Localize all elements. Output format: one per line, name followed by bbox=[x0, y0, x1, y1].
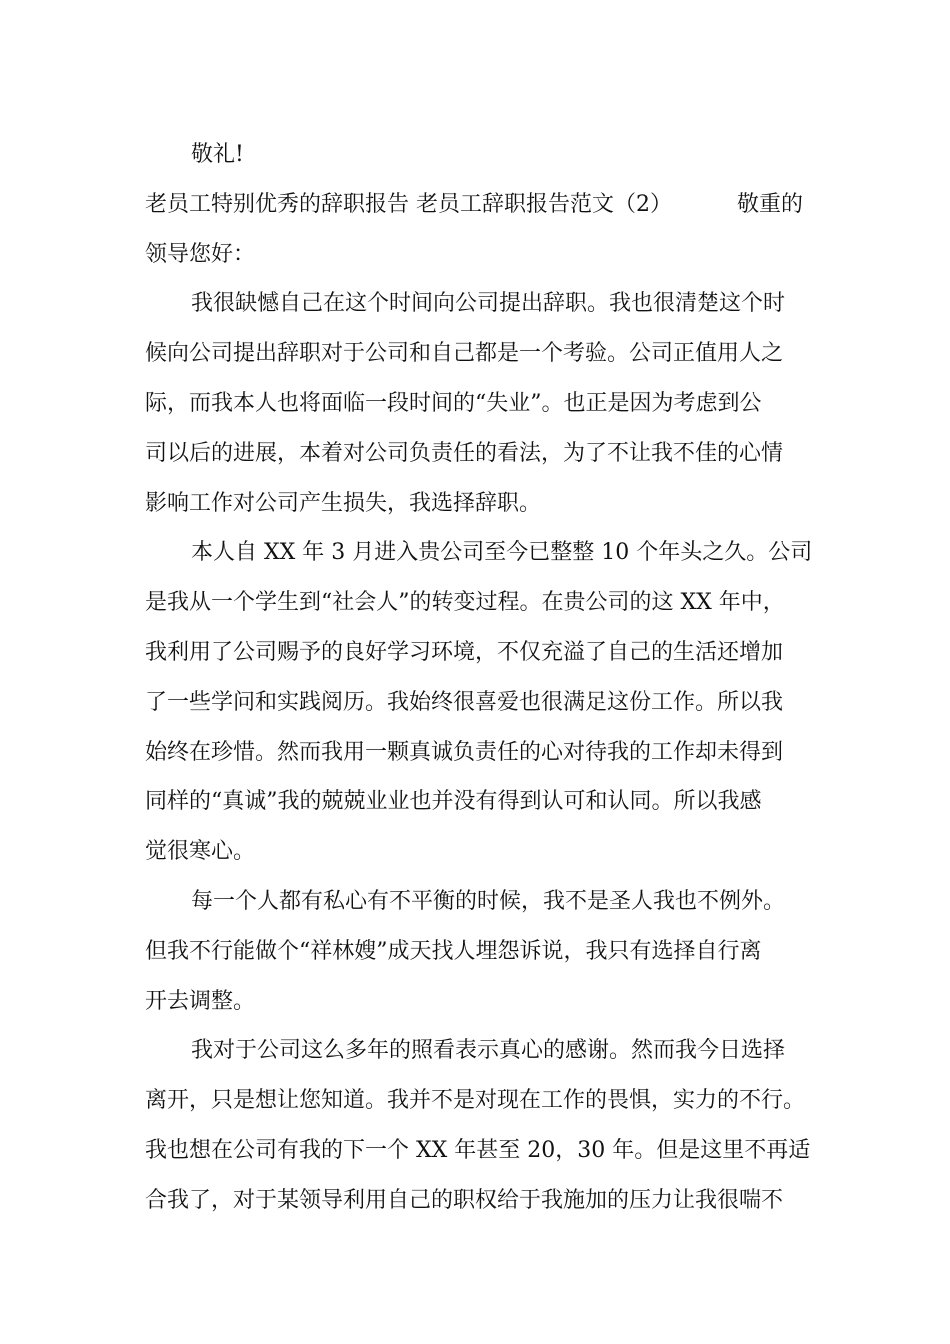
paragraph-4 bbox=[145, 1026, 821, 1225]
paragraph-line: 了一些学问和实践阅历。我始终很喜爱也很满足这份工作。所以我 bbox=[145, 689, 784, 715]
paragraph-line: 我很缺憾自己在这个时间向公司提出辞职。我也很清楚这个时 bbox=[191, 291, 786, 317]
paragraph-line: 每一个人都有私心有不平衡的时候，我不是圣人我也不例外。 bbox=[191, 888, 786, 914]
title-line bbox=[145, 180, 803, 230]
paragraph-1 bbox=[145, 279, 821, 528]
paragraph-line: 是我从一个学生到“社会人”的转变过程。在贵公司的这 XX 年中， bbox=[145, 590, 785, 616]
greeting-start: 敬重的 bbox=[736, 191, 803, 217]
paragraph-line: 我对于公司这么多年的照看表示真心的感谢。然而我今日选择 bbox=[191, 1038, 786, 1064]
greeting-line: 领导您好： bbox=[145, 241, 256, 267]
paragraph-line: 但我不行能做个“祥林嫂”成天找人埋怨诉说，我只有选择自行离 bbox=[145, 938, 762, 964]
paragraph-line: 觉很寒心。 bbox=[145, 839, 256, 865]
paragraph-line: 开去调整。 bbox=[145, 988, 256, 1014]
paragraph-line: 影响工作对公司产生损失，我选择辞职。 bbox=[145, 490, 542, 516]
paragraph-line: 我也想在公司有我的下一个 XX 年甚至 20，30 年。但是这里不再适 bbox=[145, 1137, 811, 1163]
paragraph-line: 本人自 XX 年 3 月进入贵公司至今已整整 10 个年头之久。公司 bbox=[191, 540, 813, 566]
paragraph-line: 际，而我本人也将面临一段时间的“失业”。也正是因为考虑到公 bbox=[145, 390, 762, 416]
paragraph-line: 我利用了公司赐予的良好学习环境，不仅充溢了自己的生活还增加 bbox=[145, 639, 784, 665]
report-title: 老员工特别优秀的辞职报告 老员工辞职报告范文（2） bbox=[145, 191, 672, 217]
paragraph-line: 离开，只是想让您知道。我并不是对现在工作的畏惧，实力的不行。 bbox=[145, 1088, 806, 1114]
closing-line: 敬礼! bbox=[191, 142, 244, 167]
paragraph-2 bbox=[145, 528, 821, 877]
paragraph-line: 候向公司提出辞职对于公司和自己都是一个考验。公司正值用人之 bbox=[145, 341, 784, 367]
paragraph-line: 合我了，对于某领导利用自己的职权给于我施加的压力让我很喘不 bbox=[145, 1187, 784, 1213]
paragraph-line: 司以后的进展，本着对公司负责任的看法，为了不让我不佳的心情 bbox=[145, 440, 784, 466]
paragraph-line: 始终在珍惜。然而我用一颗真诚负责任的心对待我的工作却未得到 bbox=[145, 739, 784, 765]
document-body bbox=[145, 130, 821, 1226]
paragraph-3 bbox=[145, 877, 821, 1026]
paragraph-line: 同样的“真诚”我的兢兢业业也并没有得到认可和认同。所以我感 bbox=[145, 789, 762, 815]
